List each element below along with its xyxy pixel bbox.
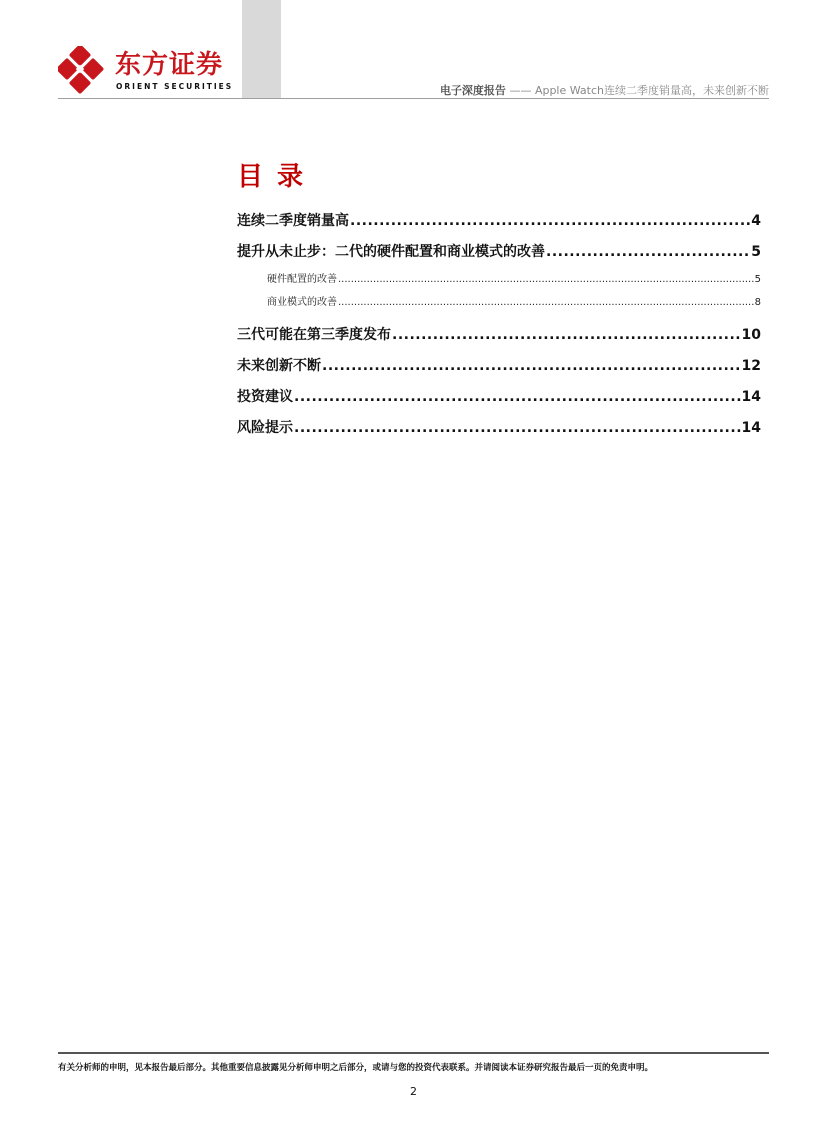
- footer-rule: [58, 1052, 769, 1054]
- company-logo: [58, 46, 234, 96]
- toc-entry[interactable]: [237, 320, 761, 351]
- footer-disclaimer: 有关分析师的申明，见本报告最后部分。其他重要信息披露见分析师申明之后部分，或请与您的投资代表联系。并请阅读本证券研究报告最后一页的免责申明。: [58, 1063, 654, 1073]
- toc-entry-label: 提升从未止步：二代的硬件配置和商业模式的改善: [237, 244, 545, 260]
- toc-leader-dots: [338, 291, 754, 314]
- table-of-contents: [237, 206, 761, 444]
- header-grey-band: [242, 0, 281, 98]
- toc-entry[interactable]: [237, 351, 761, 382]
- toc-entry-label: 未来创新不断: [237, 358, 321, 374]
- toc-leader-dots: [322, 351, 741, 382]
- toc-entry[interactable]: [237, 413, 761, 444]
- toc-entry-label: 风险提示: [237, 420, 293, 436]
- toc-entry-page: 4: [751, 213, 761, 229]
- report-type: 电子深度报告: [439, 84, 506, 97]
- page-number: 2: [410, 1085, 417, 1098]
- toc-entry[interactable]: [237, 382, 761, 413]
- toc-entry-label: 硬件配置的改善: [267, 274, 337, 285]
- toc-entry-page: 5: [751, 244, 761, 260]
- logo-english-name: ORIENT SECURITIES: [116, 82, 234, 91]
- toc-entry-page: 14: [741, 420, 761, 436]
- toc-subentry[interactable]: [237, 268, 761, 291]
- logo-chinese-name: 东方证券: [115, 50, 224, 80]
- toc-title: 目录: [237, 162, 318, 192]
- header-separator: ——: [509, 84, 532, 97]
- toc-entry-label: 连续二季度销量高: [237, 213, 349, 229]
- toc-entry-page: 5: [754, 274, 761, 285]
- toc-entry-label: 商业模式的改善: [267, 297, 337, 308]
- report-title: Apple Watch连续二季度销量高，未来创新不断: [534, 84, 769, 97]
- toc-leader-dots: [350, 206, 750, 237]
- toc-leader-dots: [546, 237, 750, 268]
- toc-entry-label: 三代可能在第三季度发布: [237, 327, 391, 343]
- toc-leader-dots: [392, 320, 741, 351]
- running-header: [440, 82, 769, 98]
- toc-leader-dots: [294, 413, 741, 444]
- toc-subentry[interactable]: [237, 291, 761, 314]
- toc-leader-dots: [294, 382, 741, 413]
- toc-entry-page: 12: [741, 358, 761, 374]
- toc-entry-label: 投资建议: [237, 389, 293, 405]
- toc-entry-page: 10: [741, 327, 761, 343]
- header-rule: [58, 98, 769, 99]
- toc-entry-page: 8: [754, 297, 761, 308]
- toc-leader-dots: [338, 268, 754, 291]
- orient-logo-icon: [58, 46, 106, 94]
- toc-entry[interactable]: [237, 206, 761, 237]
- toc-entry[interactable]: [237, 237, 761, 268]
- toc-entry-page: 14: [741, 389, 761, 405]
